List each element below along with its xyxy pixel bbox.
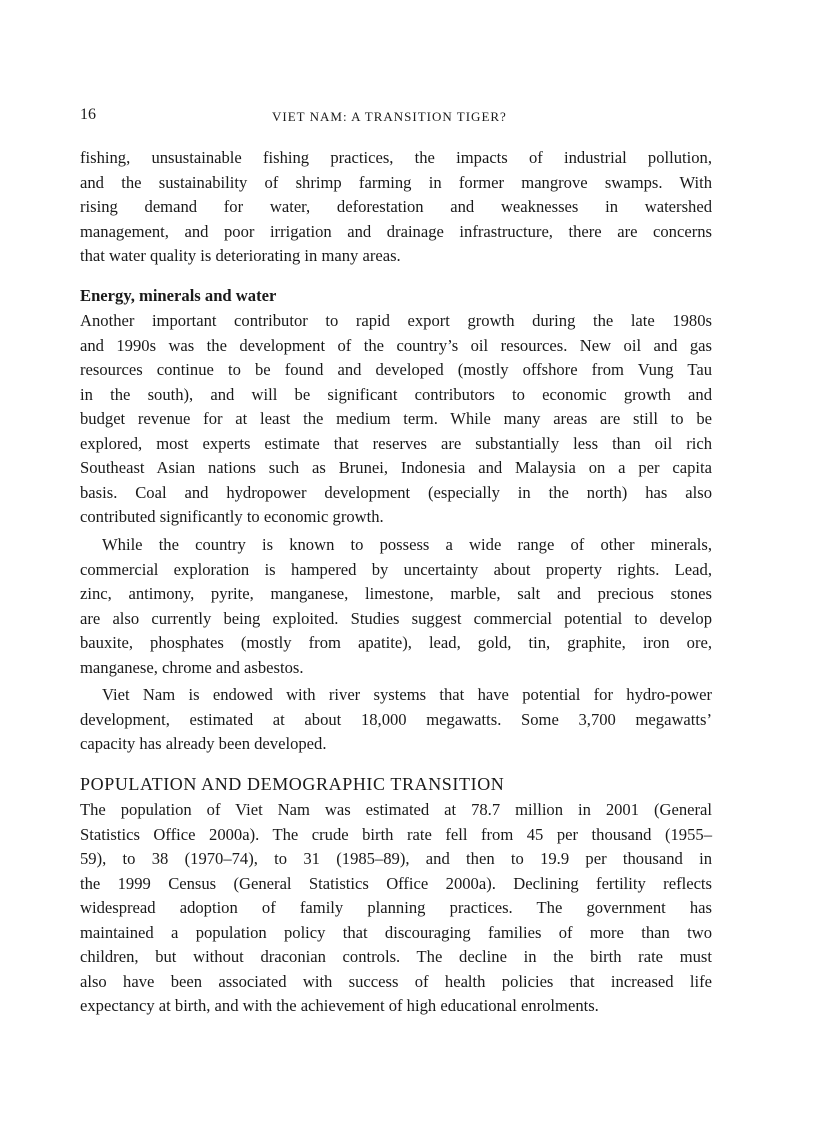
text-line: basis. Coal and hydropower development (especially in the north) has also [80, 482, 712, 502]
text-line: contributed significantly to economic growth. [80, 507, 384, 526]
text-line: explored, most experts estimate that reserves are substantially less than oil rich [80, 433, 712, 453]
text-line: management, and poor irrigation and drainage infrastructure, there are concerns [80, 221, 712, 241]
paragraph [80, 533, 712, 680]
text-line: maintained a population policy that discouraging families of more than two [80, 922, 712, 942]
text-line: expectancy at birth, and with the achievement of high educational enrolments. [80, 996, 599, 1015]
text-line: children, but without draconian controls. The decline in the birth rate must [80, 947, 712, 966]
text-line: Southeast Asian nations such as Brunei, Indonesia and Malaysia on a per capita [80, 458, 712, 477]
text-line: Statistics Office 2000a). The crude birth rate fell from 45 per thousand (1955– [80, 824, 712, 844]
text-line: capacity has already been developed. [80, 734, 327, 753]
text-line: fishing, unsustainable fishing practices, the impacts of industrial pollution, [80, 148, 712, 167]
text-line: While the country is known to possess a wide range of other minerals, [102, 535, 712, 554]
paragraph [80, 683, 712, 757]
text-line: rising demand for water, deforestation and weaknesses in watershed [80, 197, 712, 216]
text-line: development, estimated at about 18,000 megawatts. Some 3,700 megawatts’ [80, 709, 712, 729]
page-number: 16 [80, 106, 96, 123]
text-line: also have been associated with success of health policies that increased life [80, 971, 712, 991]
text-line: bauxite, phosphates (mostly from apatite), lead, gold, tin, graphite, iron ore, [80, 633, 712, 652]
text-line: the 1999 Census (General Statistics Office 2000a). Declining fertility reflects [80, 873, 712, 893]
text-line: widespread adoption of family planning practices. The government has [80, 898, 712, 917]
text-line: resources continue to be found and developed (mostly offshore from Vung Tau [80, 360, 712, 379]
text-line: that water quality is deteriorating in many areas. [80, 246, 401, 265]
paragraph [80, 309, 712, 530]
running-title: VIET NAM: A TRANSITION TIGER? [272, 109, 507, 124]
text-line: and 1990s was the development of the country’s oil resources. New oil and gas [80, 335, 712, 355]
text-line: The population of Viet Nam was estimated at 78.7 million in 2001 (General [80, 800, 712, 819]
text-line: in the south), and will be significant contributors to economic growth and [80, 384, 712, 404]
paragraph [80, 798, 712, 1019]
section-heading-population: POPULATION AND DEMOGRAPHIC TRANSITION [80, 774, 505, 794]
text-line: 59), to 38 (1970–74), to 31 (1985–89), and then to 19.9 per thousand in [80, 849, 712, 868]
text-line: Another important contributor to rapid export growth during the late 1980s [80, 311, 712, 330]
paragraph [80, 146, 712, 269]
text-line: and the sustainability of shrimp farming in former mangrove swamps. With [80, 172, 712, 192]
subheading-energy: Energy, minerals and water [80, 286, 277, 305]
text-line: manganese, chrome and asbestos. [80, 657, 304, 677]
text-line: are also currently being exploited. Studies suggest commercial potential to develop [80, 608, 712, 628]
text-line: budget revenue for at least the medium term. While many areas are still to be [80, 409, 712, 428]
text-line: zinc, antimony, pyrite, manganese, limestone, marble, salt and precious stones [80, 584, 712, 603]
text-line: commercial exploration is hampered by uncertainty about property rights. Lead, [80, 559, 712, 579]
text-line: Viet Nam is endowed with river systems that have potential for hydro-power [102, 685, 712, 704]
